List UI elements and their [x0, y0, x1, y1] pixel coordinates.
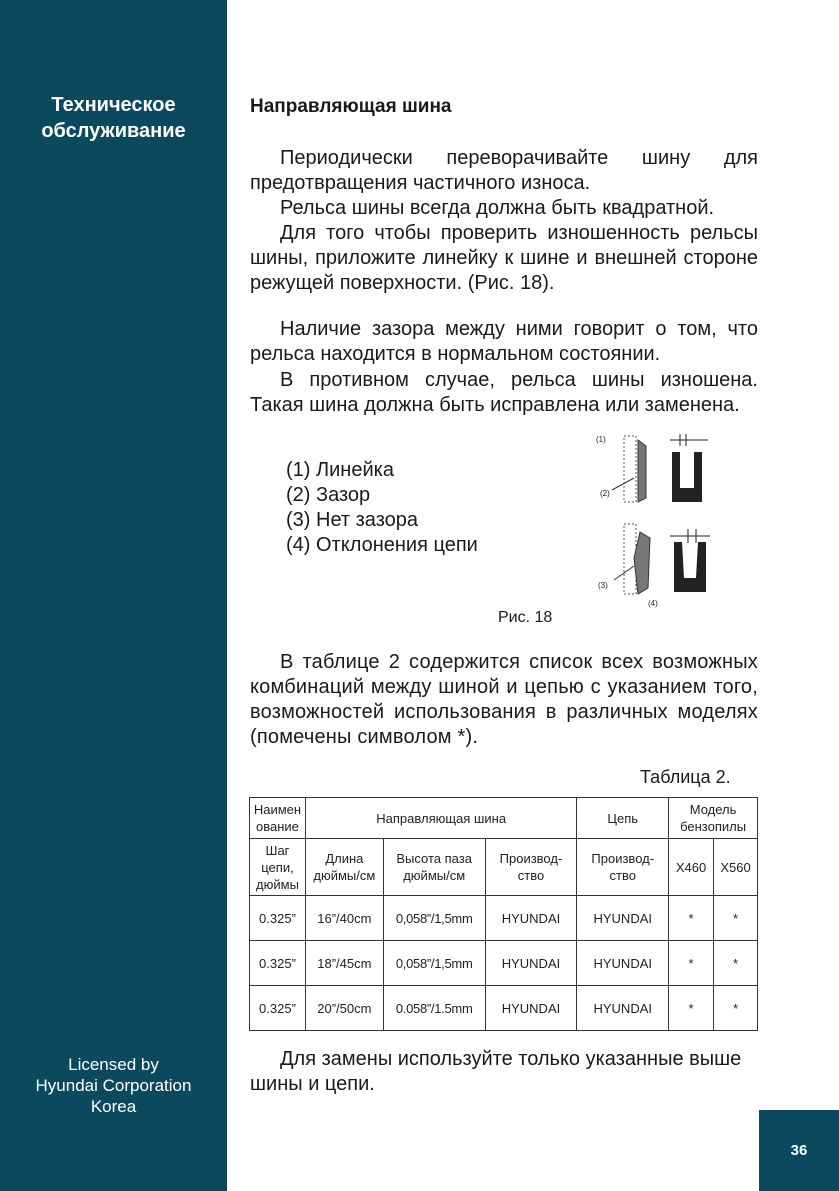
cell-bar-maker: HYUNDAI	[485, 986, 577, 1031]
cell-groove: 0,058”/1,5mm	[383, 896, 485, 941]
section-title-line1: Техническое	[51, 94, 176, 116]
figure-label-3: (3)	[598, 581, 608, 590]
paragraph-text: Рельса шины всегда должна быть квадратной.	[280, 197, 715, 219]
sidebar	[0, 0, 227, 1191]
cell-pitch: 0.325”	[250, 986, 306, 1031]
header-bar-maker: Производ- ство	[485, 839, 577, 896]
legend-item: (1) Линейка	[286, 459, 394, 481]
table-subheader-row	[250, 839, 758, 896]
section-title	[0, 92, 227, 144]
closing-paragraph	[250, 1047, 758, 1097]
table-row	[250, 896, 758, 941]
cell-length: 16”/40cm	[305, 896, 383, 941]
bar-wear-figure	[590, 428, 730, 613]
header-chain: Цепь	[577, 798, 669, 839]
cell-groove: 0,058”/1,5mm	[383, 941, 485, 986]
header-model-x460: X460	[669, 839, 714, 896]
license-line1: Licensed by	[68, 1055, 159, 1074]
cell-x460: *	[669, 896, 714, 941]
header-length: Длина дюймы/см	[305, 839, 383, 896]
figure-label-2: (2)	[600, 489, 610, 498]
compatibility-table	[249, 797, 758, 1031]
cell-pitch: 0.325”	[250, 941, 306, 986]
paragraph	[250, 317, 758, 367]
cell-x460: *	[669, 986, 714, 1031]
bar-rail-shape	[638, 440, 646, 502]
cell-length: 20”/50cm	[305, 986, 383, 1031]
figure-caption: Рис. 18	[498, 609, 553, 626]
license-line2: Hyundai Corporation	[35, 1076, 192, 1095]
header-chain-maker: Производ- ство	[577, 839, 669, 896]
ruler-shape	[624, 436, 636, 502]
header-model: Модель бензопилы	[669, 798, 758, 839]
license-line3: Korea	[90, 1097, 137, 1116]
cell-pitch: 0.325”	[250, 896, 306, 941]
cell-chain-maker: HYUNDAI	[577, 896, 669, 941]
table-header-row	[250, 798, 758, 839]
header-groove: Высота паза дюймы/см	[383, 839, 485, 896]
pointer-line	[614, 566, 634, 580]
header-model-x560: X560	[714, 839, 758, 896]
legend-item: (2) Зазор	[286, 484, 371, 506]
groove-profile	[672, 452, 702, 502]
cell-chain-maker: HYUNDAI	[577, 941, 669, 986]
paragraph	[250, 146, 758, 196]
legend-item: (4) Отклонения цепи	[286, 534, 478, 556]
table-caption: Таблица 2.	[640, 767, 731, 787]
paragraph-text: Наличие зазора между ними говорит о том, что рельса находится в нормальном состоянии.	[250, 318, 758, 365]
header-pitch: Шаг цепи, дюймы	[250, 839, 306, 896]
page-number-text: 36	[790, 1142, 808, 1159]
cell-x560: *	[714, 896, 758, 941]
section-title-line2: обслуживание	[41, 120, 186, 142]
pointer-line	[612, 478, 634, 490]
license-note	[0, 1054, 227, 1117]
paragraph-text: В противном случае, рельса шины изношена. Такая шина должна быть исправлена или заменена.	[250, 369, 758, 416]
figure-legend	[286, 458, 478, 558]
cell-bar-maker: HYUNDAI	[485, 941, 577, 986]
cell-x560: *	[714, 986, 758, 1031]
cell-groove: 0.058”/1.5mm	[383, 986, 485, 1031]
paragraph-text: Для того чтобы проверить изношенность рельсы шины, приложите линейку к шине и внешней стороне режущей поверхности. (Рис. 18).	[250, 222, 758, 294]
table-intro	[250, 650, 758, 750]
figure-label-4: (4)	[648, 599, 658, 608]
cell-length: 18”/45cm	[305, 941, 383, 986]
paragraph-text: Периодически переворачивайте шину для предотвращения частичного износа.	[250, 147, 758, 194]
paragraph	[250, 368, 758, 418]
header-bar: Направляющая шина	[305, 798, 576, 839]
cell-x560: *	[714, 941, 758, 986]
table-intro-text: В таблице 2 содержится список всех возможных комбинаций между шиной и цепью с указанием того, возможностей использования в различных моделях (помечены символом *).	[250, 651, 758, 748]
page-heading: Направляющая шина	[250, 96, 452, 117]
cell-x460: *	[669, 941, 714, 986]
paragraph	[250, 221, 758, 296]
cell-chain-maker: HYUNDAI	[577, 986, 669, 1031]
header-name: Наимен ование	[250, 798, 306, 839]
closing-paragraph-text: Для замены используйте только указанные выше шины и цепи.	[250, 1048, 742, 1095]
table-row	[250, 941, 758, 986]
page-number	[759, 1110, 839, 1191]
table-row	[250, 986, 758, 1031]
groove-profile	[674, 542, 706, 592]
cell-bar-maker: HYUNDAI	[485, 896, 577, 941]
figure-label-1: (1)	[596, 435, 606, 444]
paragraph	[250, 196, 758, 221]
legend-item: (3) Нет зазора	[286, 509, 419, 531]
